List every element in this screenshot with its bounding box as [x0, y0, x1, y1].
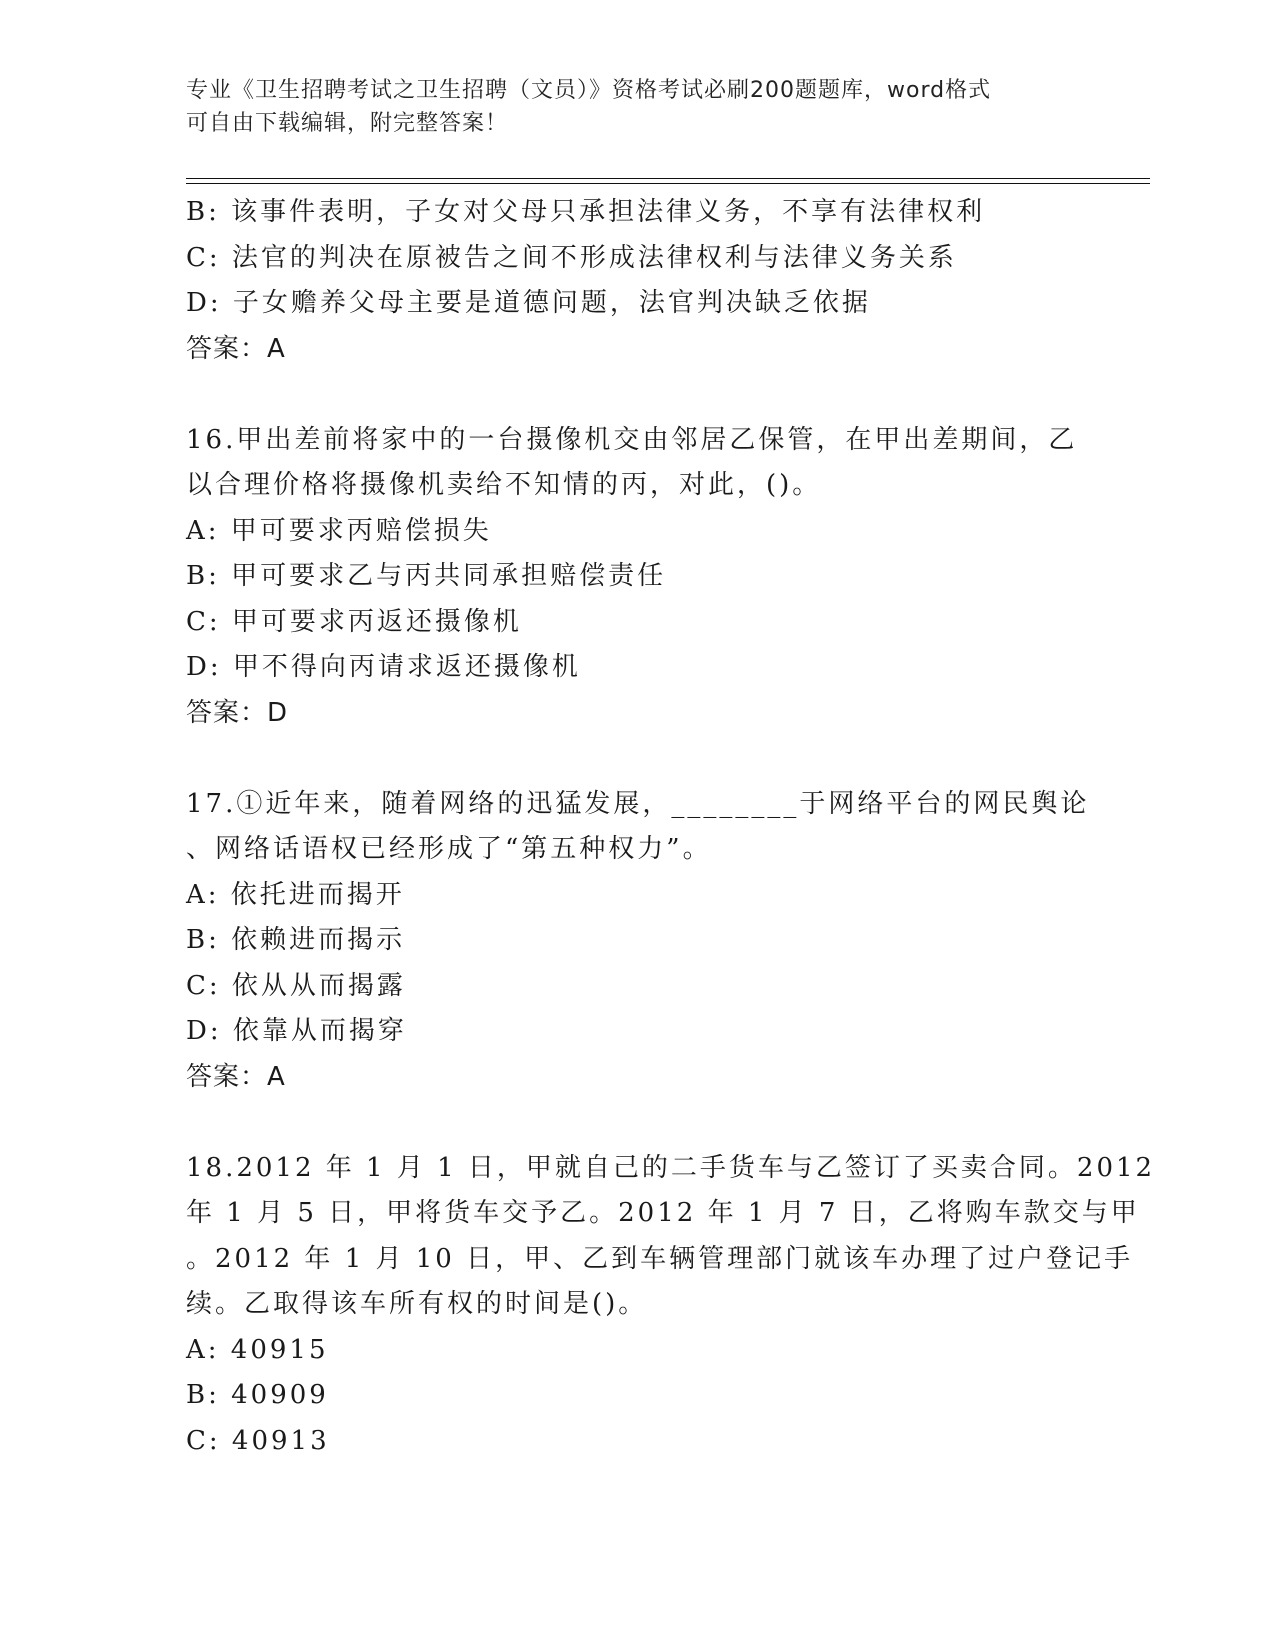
question-stem-line: 17.①近年来，随着网络的迅猛发展，________于网络平台的网民舆论 — [186, 788, 1090, 819]
answer: 答案：A — [186, 1061, 286, 1092]
option-c: C: 40913 — [186, 1425, 330, 1456]
question-stem-line: 16.甲出差前将家中的一台摄像机交由邻居乙保管，在甲出差期间，乙 — [186, 424, 1078, 455]
question-stem-line: 续。乙取得该车所有权的时间是()。 — [186, 1289, 648, 1319]
header-divider-bottom — [186, 183, 1150, 184]
document-header — [186, 74, 1086, 140]
answer: 答案：D — [186, 697, 289, 728]
question-list — [186, 190, 1156, 1464]
header-divider-top — [186, 178, 1150, 179]
question-stem-line: 以合理价格将摄像机卖给不知情的丙，对此，()。 — [186, 470, 822, 500]
question-stem-line: 18.2012 年 1 月 1 日，甲就自己的二手货车与乙签订了买卖合同。2012 — [186, 1152, 1156, 1183]
question-15 — [186, 190, 1126, 372]
question-stem-line: 、网络话语权已经形成了“第五种权力”。 — [186, 834, 712, 864]
option-d: D: 子女赡养父母主要是道德问题，法官判决缺乏依据 — [186, 288, 871, 318]
option-b: B: 该事件表明，子女对父母只承担法律义务，不享有法律权利 — [186, 197, 986, 227]
option-b: B: 40909 — [186, 1380, 329, 1410]
header-title-line: 专业《卫生招聘考试之卫生招聘（文员）》资格考试必刷200题题库，word格式 — [186, 78, 992, 103]
question-16 — [186, 418, 1126, 737]
question-stem-line: 年 1 月 5 日，甲将货车交予乙。2012 年 1 月 7 日，乙将购车款交与甲 — [186, 1198, 1140, 1228]
question-stem-line: 。2012 年 1 月 10 日，甲、乙到车辆管理部门就该车办理了过户登记手 — [186, 1243, 1134, 1274]
option-c: C: 依从从而揭露 — [186, 970, 406, 1001]
option-c: C: 法官的判决在原被告之间不形成法律权利与法律义务关系 — [186, 242, 957, 273]
option-c: C: 甲可要求丙返还摄像机 — [186, 606, 522, 637]
option-a: A: 依托进而揭开 — [186, 879, 405, 910]
option-a: A: 40915 — [186, 1334, 329, 1365]
option-b: B: 甲可要求乙与丙共同承担赔偿责任 — [186, 561, 667, 591]
option-b: B: 依赖进而揭示 — [186, 925, 406, 955]
answer: 答案：A — [186, 333, 286, 364]
option-d: D: 依靠从而揭穿 — [186, 1016, 407, 1046]
question-18 — [186, 1146, 1156, 1465]
header-subtitle-line: 可自由下载编辑，附完整答案！ — [186, 111, 509, 136]
option-d: D: 甲不得向丙请求返还摄像机 — [186, 652, 581, 682]
question-17 — [186, 782, 1126, 1101]
option-a: A: 甲可要求丙赔偿损失 — [186, 515, 492, 546]
